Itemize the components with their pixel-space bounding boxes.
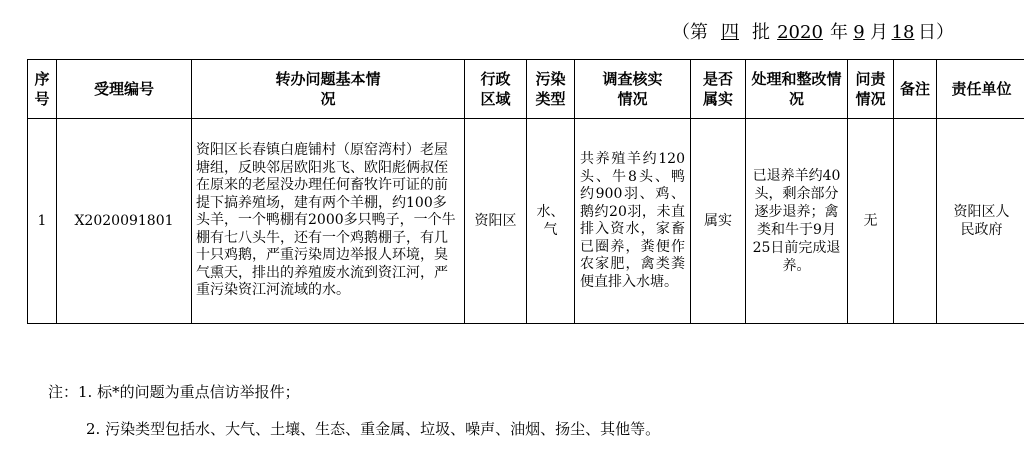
batch-day: 18 bbox=[891, 22, 915, 43]
header-handling: 处理和整改情况 bbox=[746, 60, 848, 119]
batch-month: 9 bbox=[853, 22, 865, 43]
header-seq: 序号 bbox=[28, 60, 57, 119]
header-issue: 转办问题基本情况 bbox=[192, 60, 465, 119]
complaint-table bbox=[27, 59, 1024, 324]
cell-investigation: 共养殖羊约120头、牛8头、鸭约900羽、鸡、鹅约20羽，未直排入资水，家畜已圈养，粪便作农家肥，禽类粪便直排入水塘。 bbox=[575, 119, 691, 324]
footnote-1: 注：1. 标*的问题为重点信访举报件； bbox=[48, 383, 300, 401]
cell-accountability: 无 bbox=[848, 119, 894, 324]
header-row bbox=[28, 60, 1024, 119]
header-responsible: 责任单位 bbox=[937, 60, 1024, 119]
header-pollution-type: 污染类型 bbox=[527, 60, 575, 119]
batch-line bbox=[672, 18, 954, 44]
table-row bbox=[28, 119, 1024, 324]
header-region: 行政区域 bbox=[465, 60, 527, 119]
footnote-2: 2. 污染类型包括水、大气、土壤、生态、重金属、垃圾、噪声、油烟、扬尘、其他等。 bbox=[86, 420, 661, 438]
cell-remarks bbox=[894, 119, 937, 324]
batch-number: 四 bbox=[721, 22, 739, 43]
cell-region: 资阳区 bbox=[465, 119, 527, 324]
cell-handling: 已退养羊约40头，剩余部分逐步退养；禽类和牛于9月25日前完成退养。 bbox=[746, 119, 848, 324]
header-remarks: 备注 bbox=[894, 60, 937, 119]
header-acceptance-no: 受理编号 bbox=[57, 60, 192, 119]
header-verified: 是否属实 bbox=[691, 60, 746, 119]
cell-seq: 1 bbox=[28, 119, 57, 324]
cell-verified: 属实 bbox=[691, 119, 746, 324]
cell-issue: 资阳区长春镇白鹿铺村（原窑湾村）老屋塘组，反映邻居欧阳兆飞、欧阳彪俩叔侄在原来的老屋没办理任何畜牧许可证的前提下搞养殖场，建有两个羊棚，约100多头羊，一个鸭棚有2000多只鸭子，一个牛棚有七八头牛，还有一个鸡鹅棚子，有几十只鸡鹅，严重污染周边举报人环境，臭气熏天，排出的养殖废水流到资江河，严重污染资江河流域的水。 bbox=[192, 119, 465, 324]
month-word: 月 bbox=[870, 22, 888, 43]
day-word: 日） bbox=[918, 22, 954, 43]
batch-year: 2020 bbox=[777, 22, 823, 43]
batch-word: 批 bbox=[752, 22, 770, 43]
cell-responsible: 资阳区人民政府 bbox=[937, 119, 1024, 324]
footnotes bbox=[48, 382, 660, 439]
batch-open: （第 bbox=[672, 22, 708, 43]
cell-pollution-type: 水、气 bbox=[527, 119, 575, 324]
cell-acceptance-no: X2020091801 bbox=[57, 119, 192, 324]
header-accountability: 问责情况 bbox=[848, 60, 894, 119]
year-word: 年 bbox=[830, 22, 848, 43]
header-investigation: 调查核实情况 bbox=[575, 60, 691, 119]
